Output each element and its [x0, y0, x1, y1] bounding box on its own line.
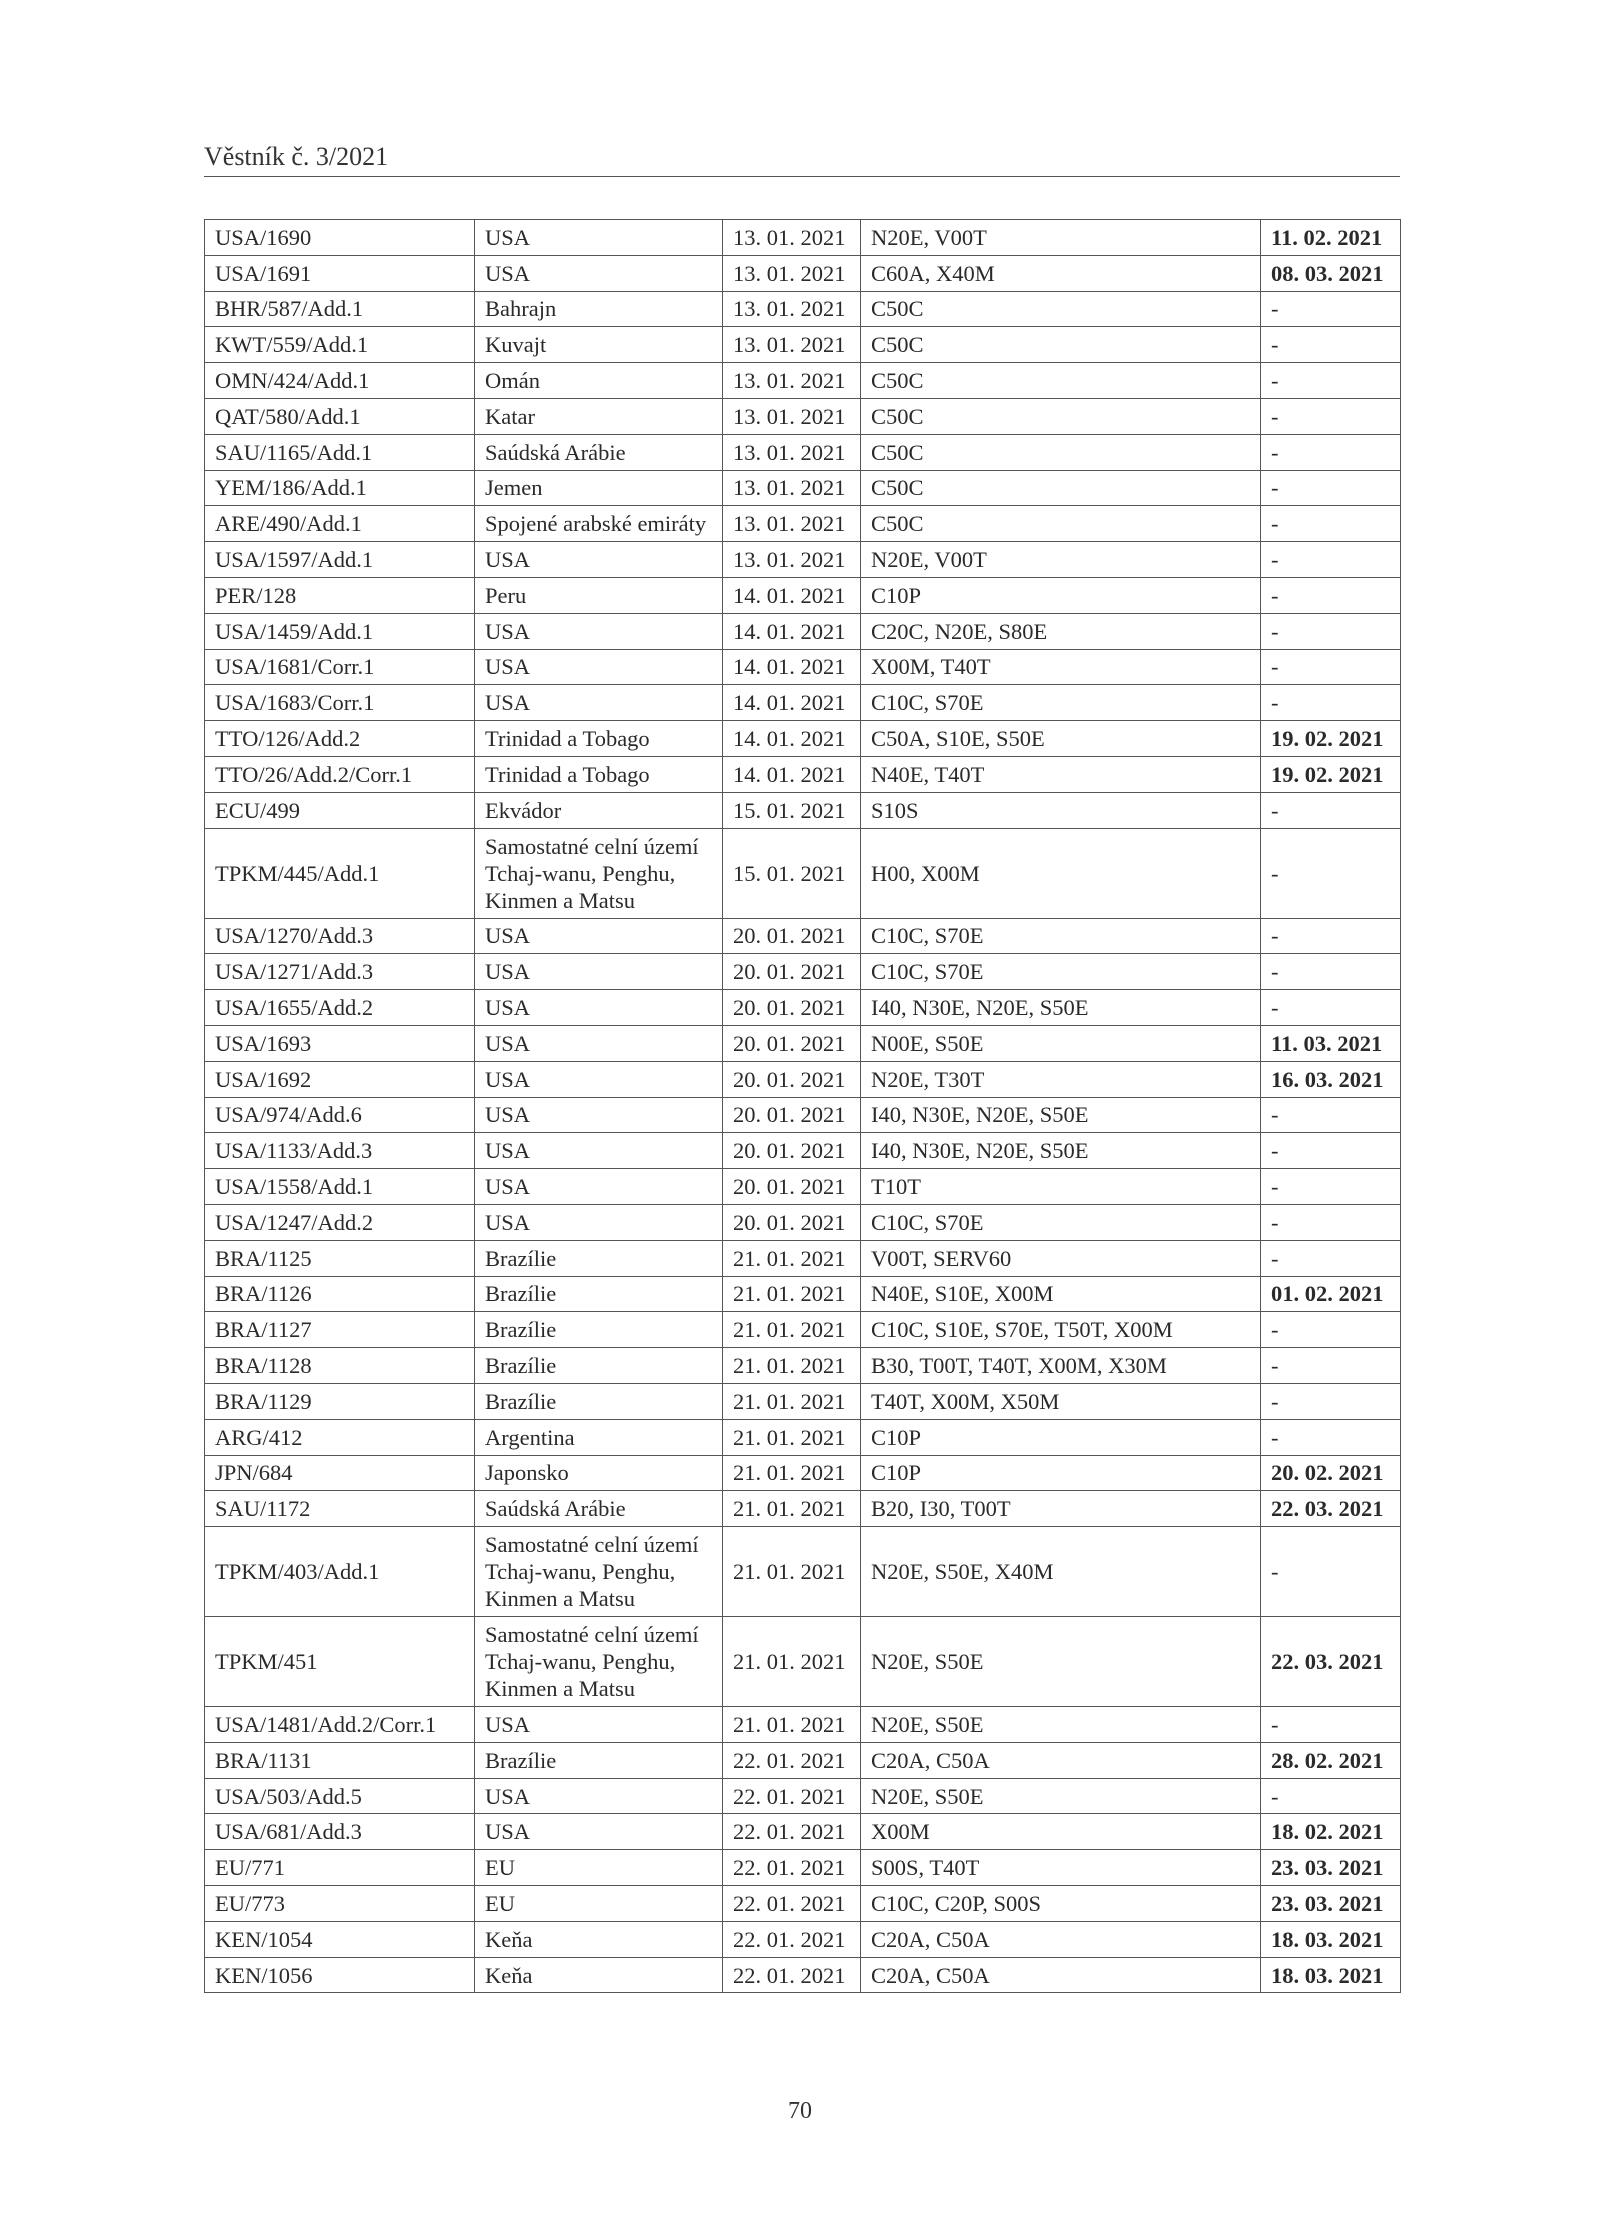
page-header — [204, 142, 1400, 177]
cell-country: USA — [475, 1778, 723, 1814]
cell-ics-codes: N20E, S50E, X40M — [861, 1527, 1261, 1617]
cell-deadline: - — [1261, 1312, 1401, 1348]
cell-date: 14. 01. 2021 — [723, 756, 861, 792]
cell-country: Japonsko — [475, 1455, 723, 1491]
cell-date: 14. 01. 2021 — [723, 577, 861, 613]
cell-ics-codes: C50C — [861, 506, 1261, 542]
table-row — [205, 1742, 1401, 1778]
cell-ics-codes: C20A, C50A — [861, 1957, 1261, 1993]
cell-country: USA — [475, 1133, 723, 1169]
cell-date: 14. 01. 2021 — [723, 649, 861, 685]
cell-country: EU — [475, 1886, 723, 1922]
cell-country: Saúdská Arábie — [475, 434, 723, 470]
cell-deadline: 28. 02. 2021 — [1261, 1742, 1401, 1778]
cell-country: USA — [475, 954, 723, 990]
cell-deadline: - — [1261, 434, 1401, 470]
cell-country: Argentina — [475, 1419, 723, 1455]
table-row — [205, 398, 1401, 434]
cell-country: Jemen — [475, 470, 723, 506]
table-row — [205, 1383, 1401, 1419]
cell-ics-codes: C50C — [861, 434, 1261, 470]
cell-deadline: - — [1261, 363, 1401, 399]
cell-ics-codes: I40, N30E, N20E, S50E — [861, 1097, 1261, 1133]
cell-document-symbol: TPKM/403/Add.1 — [205, 1527, 475, 1617]
cell-document-symbol: USA/1133/Add.3 — [205, 1133, 475, 1169]
table-row — [205, 1491, 1401, 1527]
cell-date: 20. 01. 2021 — [723, 1097, 861, 1133]
cell-ics-codes: N40E, S10E, X00M — [861, 1276, 1261, 1312]
cell-date: 15. 01. 2021 — [723, 792, 861, 828]
cell-country: Brazílie — [475, 1383, 723, 1419]
cell-date: 13. 01. 2021 — [723, 363, 861, 399]
cell-document-symbol: USA/1681/Corr.1 — [205, 649, 475, 685]
cell-country: EU — [475, 1850, 723, 1886]
cell-country: USA — [475, 1025, 723, 1061]
cell-date: 14. 01. 2021 — [723, 721, 861, 757]
cell-deadline: - — [1261, 685, 1401, 721]
cell-deadline: - — [1261, 918, 1401, 954]
cell-document-symbol: BRA/1126 — [205, 1276, 475, 1312]
cell-deadline: - — [1261, 398, 1401, 434]
cell-document-symbol: USA/1692 — [205, 1061, 475, 1097]
cell-ics-codes: T10T — [861, 1169, 1261, 1205]
cell-date: 20. 01. 2021 — [723, 1204, 861, 1240]
cell-date: 14. 01. 2021 — [723, 613, 861, 649]
cell-ics-codes: C50C — [861, 291, 1261, 327]
cell-country: USA — [475, 1814, 723, 1850]
table-row — [205, 363, 1401, 399]
cell-country: Keňa — [475, 1921, 723, 1957]
cell-ics-codes: C50C — [861, 363, 1261, 399]
cell-country: USA — [475, 542, 723, 578]
cell-ics-codes: C10C, S10E, S70E, T50T, X00M — [861, 1312, 1261, 1348]
table-row — [205, 1025, 1401, 1061]
cell-deadline: - — [1261, 1383, 1401, 1419]
cell-deadline: 19. 02. 2021 — [1261, 721, 1401, 757]
table-row — [205, 1921, 1401, 1957]
table-row — [205, 1169, 1401, 1205]
cell-deadline: 11. 03. 2021 — [1261, 1025, 1401, 1061]
cell-country: Trinidad a Tobago — [475, 721, 723, 757]
cell-country: Bahrajn — [475, 291, 723, 327]
cell-deadline: - — [1261, 577, 1401, 613]
cell-ics-codes: C10C, S70E — [861, 918, 1261, 954]
table-row — [205, 1348, 1401, 1384]
table-row — [205, 756, 1401, 792]
cell-country: USA — [475, 220, 723, 256]
cell-ics-codes: C10P — [861, 577, 1261, 613]
cell-ics-codes: X00M, T40T — [861, 649, 1261, 685]
cell-country: Katar — [475, 398, 723, 434]
cell-document-symbol: TPKM/451 — [205, 1617, 475, 1707]
table-row — [205, 685, 1401, 721]
cell-country: USA — [475, 990, 723, 1026]
table-row — [205, 1814, 1401, 1850]
table-row — [205, 255, 1401, 291]
cell-date: 13. 01. 2021 — [723, 327, 861, 363]
cell-ics-codes: C10C, S70E — [861, 685, 1261, 721]
table-row — [205, 792, 1401, 828]
cell-deadline: - — [1261, 291, 1401, 327]
cell-deadline: - — [1261, 327, 1401, 363]
cell-country: Samostatné celní území Tchaj-wanu, Penghu, Kinmen a Matsu — [475, 1527, 723, 1617]
table-row — [205, 1276, 1401, 1312]
cell-country: USA — [475, 649, 723, 685]
table-row — [205, 1240, 1401, 1276]
table-row — [205, 1455, 1401, 1491]
cell-date: 20. 01. 2021 — [723, 990, 861, 1026]
cell-deadline: - — [1261, 1133, 1401, 1169]
cell-document-symbol: USA/1693 — [205, 1025, 475, 1061]
table-row — [205, 220, 1401, 256]
cell-date: 15. 01. 2021 — [723, 828, 861, 918]
table-row — [205, 649, 1401, 685]
cell-ics-codes: C50C — [861, 470, 1261, 506]
cell-ics-codes: C10C, C20P, S00S — [861, 1886, 1261, 1922]
notification-table — [204, 219, 1401, 1993]
cell-country: USA — [475, 1097, 723, 1133]
cell-date: 21. 01. 2021 — [723, 1276, 861, 1312]
cell-document-symbol: BRA/1125 — [205, 1240, 475, 1276]
cell-date: 21. 01. 2021 — [723, 1419, 861, 1455]
cell-ics-codes: C50C — [861, 398, 1261, 434]
cell-ics-codes: N40E, T40T — [861, 756, 1261, 792]
cell-deadline: - — [1261, 1707, 1401, 1743]
cell-ics-codes: N20E, S50E — [861, 1617, 1261, 1707]
cell-date: 20. 01. 2021 — [723, 954, 861, 990]
cell-ics-codes: S10S — [861, 792, 1261, 828]
cell-date: 13. 01. 2021 — [723, 470, 861, 506]
cell-deadline: - — [1261, 470, 1401, 506]
cell-ics-codes: N20E, S50E — [861, 1778, 1261, 1814]
cell-ics-codes: V00T, SERV60 — [861, 1240, 1261, 1276]
cell-ics-codes: N20E, V00T — [861, 542, 1261, 578]
table-row — [205, 721, 1401, 757]
cell-country: Kuvajt — [475, 327, 723, 363]
cell-date: 13. 01. 2021 — [723, 434, 861, 470]
cell-ics-codes: H00, X00M — [861, 828, 1261, 918]
cell-country: USA — [475, 1061, 723, 1097]
cell-date: 21. 01. 2021 — [723, 1348, 861, 1384]
cell-date: 21. 01. 2021 — [723, 1240, 861, 1276]
cell-deadline: 18. 03. 2021 — [1261, 1921, 1401, 1957]
cell-country: Saúdská Arábie — [475, 1491, 723, 1527]
cell-deadline: - — [1261, 1419, 1401, 1455]
cell-ics-codes: N20E, S50E — [861, 1707, 1261, 1743]
table-row — [205, 434, 1401, 470]
cell-document-symbol: USA/1558/Add.1 — [205, 1169, 475, 1205]
cell-country: Samostatné celní území Tchaj-wanu, Penghu, Kinmen a Matsu — [475, 828, 723, 918]
cell-document-symbol: PER/128 — [205, 577, 475, 613]
table-row — [205, 828, 1401, 918]
table-row — [205, 1133, 1401, 1169]
cell-deadline: - — [1261, 954, 1401, 990]
cell-date: 20. 01. 2021 — [723, 1133, 861, 1169]
cell-date: 20. 01. 2021 — [723, 1025, 861, 1061]
table-row — [205, 1419, 1401, 1455]
cell-ics-codes: C60A, X40M — [861, 255, 1261, 291]
cell-country: USA — [475, 255, 723, 291]
table-row — [205, 1312, 1401, 1348]
table-row — [205, 1886, 1401, 1922]
cell-date: 20. 01. 2021 — [723, 1061, 861, 1097]
cell-deadline: 16. 03. 2021 — [1261, 1061, 1401, 1097]
cell-document-symbol: USA/974/Add.6 — [205, 1097, 475, 1133]
cell-date: 20. 01. 2021 — [723, 918, 861, 954]
cell-ics-codes: C10P — [861, 1419, 1261, 1455]
cell-deadline: - — [1261, 792, 1401, 828]
cell-ics-codes: B30, T00T, T40T, X00M, X30M — [861, 1348, 1261, 1384]
cell-document-symbol: USA/1481/Add.2/Corr.1 — [205, 1707, 475, 1743]
cell-document-symbol: BRA/1129 — [205, 1383, 475, 1419]
cell-deadline: - — [1261, 542, 1401, 578]
cell-country: USA — [475, 1204, 723, 1240]
cell-ics-codes: N00E, S50E — [861, 1025, 1261, 1061]
cell-ics-codes: B20, I30, T00T — [861, 1491, 1261, 1527]
table-row — [205, 1778, 1401, 1814]
cell-country: Ekvádor — [475, 792, 723, 828]
cell-ics-codes: C50A, S10E, S50E — [861, 721, 1261, 757]
table-row — [205, 1617, 1401, 1707]
cell-ics-codes: C10P — [861, 1455, 1261, 1491]
cell-deadline: - — [1261, 506, 1401, 542]
cell-document-symbol: ARG/412 — [205, 1419, 475, 1455]
cell-document-symbol: TTO/26/Add.2/Corr.1 — [205, 756, 475, 792]
cell-date: 21. 01. 2021 — [723, 1312, 861, 1348]
cell-country: Brazílie — [475, 1240, 723, 1276]
cell-country: Brazílie — [475, 1312, 723, 1348]
cell-document-symbol: USA/1691 — [205, 255, 475, 291]
cell-ics-codes: C10C, S70E — [861, 954, 1261, 990]
cell-deadline: - — [1261, 1240, 1401, 1276]
cell-document-symbol: TTO/126/Add.2 — [205, 721, 475, 757]
cell-document-symbol: ARE/490/Add.1 — [205, 506, 475, 542]
table-row — [205, 291, 1401, 327]
cell-document-symbol: USA/681/Add.3 — [205, 1814, 475, 1850]
cell-document-symbol: USA/1459/Add.1 — [205, 613, 475, 649]
cell-country: USA — [475, 1169, 723, 1205]
cell-ics-codes: T40T, X00M, X50M — [861, 1383, 1261, 1419]
cell-document-symbol: BRA/1128 — [205, 1348, 475, 1384]
cell-ics-codes: X00M — [861, 1814, 1261, 1850]
cell-ics-codes: C20A, C50A — [861, 1742, 1261, 1778]
table-row — [205, 1707, 1401, 1743]
cell-deadline: 22. 03. 2021 — [1261, 1617, 1401, 1707]
page-number: 70 — [788, 2098, 812, 2124]
cell-document-symbol: YEM/186/Add.1 — [205, 470, 475, 506]
cell-country: USA — [475, 685, 723, 721]
cell-deadline: 18. 02. 2021 — [1261, 1814, 1401, 1850]
cell-country: Omán — [475, 363, 723, 399]
cell-deadline: - — [1261, 613, 1401, 649]
cell-deadline: - — [1261, 1778, 1401, 1814]
cell-date: 13. 01. 2021 — [723, 220, 861, 256]
cell-country: USA — [475, 1707, 723, 1743]
cell-deadline: 08. 03. 2021 — [1261, 255, 1401, 291]
cell-ics-codes: C20C, N20E, S80E — [861, 613, 1261, 649]
cell-document-symbol: BRA/1127 — [205, 1312, 475, 1348]
cell-document-symbol: USA/1690 — [205, 220, 475, 256]
cell-document-symbol: KEN/1054 — [205, 1921, 475, 1957]
cell-country: Keňa — [475, 1957, 723, 1993]
cell-deadline: - — [1261, 1527, 1401, 1617]
table-row — [205, 1061, 1401, 1097]
cell-date: 22. 01. 2021 — [723, 1778, 861, 1814]
cell-country: Brazílie — [475, 1276, 723, 1312]
cell-date: 22. 01. 2021 — [723, 1850, 861, 1886]
cell-country: Trinidad a Tobago — [475, 756, 723, 792]
cell-country: Brazílie — [475, 1348, 723, 1384]
cell-deadline: - — [1261, 1169, 1401, 1205]
cell-date: 22. 01. 2021 — [723, 1814, 861, 1850]
cell-date: 13. 01. 2021 — [723, 398, 861, 434]
cell-date: 22. 01. 2021 — [723, 1957, 861, 1993]
cell-document-symbol: KWT/559/Add.1 — [205, 327, 475, 363]
table-row — [205, 990, 1401, 1026]
table-row — [205, 1204, 1401, 1240]
cell-date: 21. 01. 2021 — [723, 1491, 861, 1527]
cell-country: Spojené arabské emiráty — [475, 506, 723, 542]
cell-ics-codes: I40, N30E, N20E, S50E — [861, 990, 1261, 1026]
cell-country: Brazílie — [475, 1742, 723, 1778]
cell-date: 21. 01. 2021 — [723, 1707, 861, 1743]
table-row — [205, 1957, 1401, 1993]
cell-ics-codes: N20E, T30T — [861, 1061, 1261, 1097]
cell-date: 22. 01. 2021 — [723, 1886, 861, 1922]
cell-date: 22. 01. 2021 — [723, 1742, 861, 1778]
table-row — [205, 1527, 1401, 1617]
cell-country: Samostatné celní území Tchaj-wanu, Penghu, Kinmen a Matsu — [475, 1617, 723, 1707]
cell-document-symbol: BRA/1131 — [205, 1742, 475, 1778]
cell-document-symbol: TPKM/445/Add.1 — [205, 828, 475, 918]
cell-date: 21. 01. 2021 — [723, 1455, 861, 1491]
cell-deadline: 18. 03. 2021 — [1261, 1957, 1401, 1993]
cell-date: 14. 01. 2021 — [723, 685, 861, 721]
cell-document-symbol: JPN/684 — [205, 1455, 475, 1491]
table-row — [205, 918, 1401, 954]
cell-document-symbol: OMN/424/Add.1 — [205, 363, 475, 399]
cell-document-symbol: USA/1683/Corr.1 — [205, 685, 475, 721]
cell-document-symbol: USA/1270/Add.3 — [205, 918, 475, 954]
cell-ics-codes: C10C, S70E — [861, 1204, 1261, 1240]
cell-country: USA — [475, 918, 723, 954]
cell-date: 13. 01. 2021 — [723, 506, 861, 542]
cell-document-symbol: KEN/1056 — [205, 1957, 475, 1993]
cell-document-symbol: SAU/1165/Add.1 — [205, 434, 475, 470]
cell-deadline: 20. 02. 2021 — [1261, 1455, 1401, 1491]
table-row — [205, 1097, 1401, 1133]
cell-deadline: 23. 03. 2021 — [1261, 1850, 1401, 1886]
cell-deadline: 19. 02. 2021 — [1261, 756, 1401, 792]
cell-deadline: - — [1261, 649, 1401, 685]
cell-deadline: 23. 03. 2021 — [1261, 1886, 1401, 1922]
cell-document-symbol: USA/1271/Add.3 — [205, 954, 475, 990]
table-row — [205, 506, 1401, 542]
cell-date: 21. 01. 2021 — [723, 1527, 861, 1617]
cell-deadline: - — [1261, 990, 1401, 1026]
cell-ics-codes: C50C — [861, 327, 1261, 363]
cell-document-symbol: SAU/1172 — [205, 1491, 475, 1527]
cell-ics-codes: I40, N30E, N20E, S50E — [861, 1133, 1261, 1169]
cell-document-symbol: EU/773 — [205, 1886, 475, 1922]
cell-date: 21. 01. 2021 — [723, 1383, 861, 1419]
table-row — [205, 542, 1401, 578]
cell-date: 22. 01. 2021 — [723, 1921, 861, 1957]
cell-document-symbol: USA/1655/Add.2 — [205, 990, 475, 1026]
cell-country: USA — [475, 613, 723, 649]
cell-date: 13. 01. 2021 — [723, 542, 861, 578]
table-row — [205, 470, 1401, 506]
cell-deadline: - — [1261, 1348, 1401, 1384]
cell-document-symbol: BHR/587/Add.1 — [205, 291, 475, 327]
table-row — [205, 613, 1401, 649]
notification-table-body — [205, 220, 1401, 1993]
bulletin-title: Věstník č. 3/2021 — [204, 142, 389, 171]
cell-country: Peru — [475, 577, 723, 613]
cell-ics-codes: S00S, T40T — [861, 1850, 1261, 1886]
cell-deadline: - — [1261, 828, 1401, 918]
cell-date: 13. 01. 2021 — [723, 255, 861, 291]
cell-deadline: - — [1261, 1204, 1401, 1240]
cell-document-symbol: USA/1597/Add.1 — [205, 542, 475, 578]
cell-document-symbol: USA/1247/Add.2 — [205, 1204, 475, 1240]
cell-date: 21. 01. 2021 — [723, 1617, 861, 1707]
table-row — [205, 954, 1401, 990]
cell-date: 13. 01. 2021 — [723, 291, 861, 327]
cell-deadline: 11. 02. 2021 — [1261, 220, 1401, 256]
cell-ics-codes: N20E, V00T — [861, 220, 1261, 256]
cell-date: 20. 01. 2021 — [723, 1169, 861, 1205]
cell-document-symbol: USA/503/Add.5 — [205, 1778, 475, 1814]
table-row — [205, 577, 1401, 613]
cell-document-symbol: ECU/499 — [205, 792, 475, 828]
cell-document-symbol: QAT/580/Add.1 — [205, 398, 475, 434]
cell-ics-codes: C20A, C50A — [861, 1921, 1261, 1957]
cell-deadline: - — [1261, 1097, 1401, 1133]
table-row — [205, 327, 1401, 363]
cell-document-symbol: EU/771 — [205, 1850, 475, 1886]
cell-deadline: 22. 03. 2021 — [1261, 1491, 1401, 1527]
table-row — [205, 1850, 1401, 1886]
cell-deadline: 01. 02. 2021 — [1261, 1276, 1401, 1312]
